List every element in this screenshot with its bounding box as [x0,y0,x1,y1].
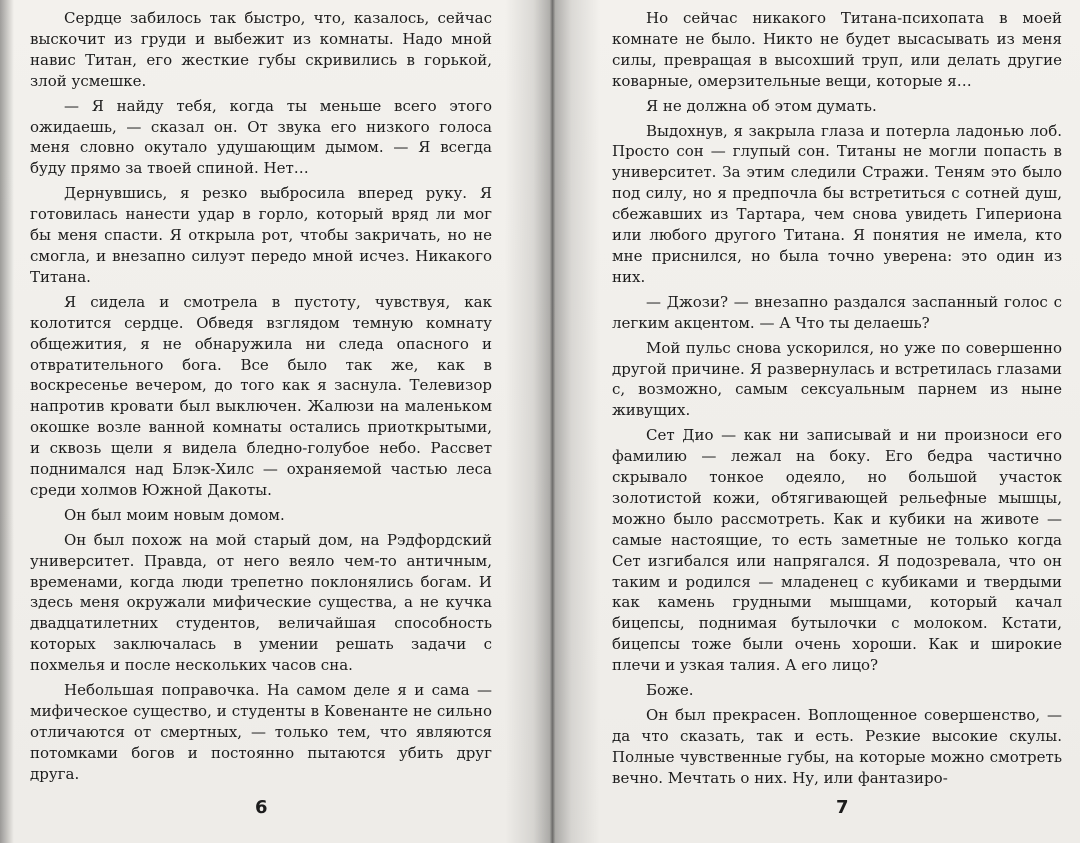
paragraph: Сердце забилось так быстро, что, казалось, сейчас выскочит из груди и выбежит из комнаты. Надо мной навис Титан, его жесткие губы скривились в горькой, злой усмешке. [30,9,492,90]
paragraph: Он был прекрасен. Воплощенное совершенство, — да что сказать, так и есть. Резкие высокие скулы. Полные чувственные губы, на которые можно смотреть вечно. Мечтать о них. Ну, или фантазиро- [612,706,1062,787]
left-page-text [30,8,492,785]
paragraph: Он был моим новым домом. [64,505,285,524]
book-gutter [505,0,600,843]
paragraph: Выдохнув, я закрыла глаза и потерла ладонью лоб. Просто сон — глупый сон. Титаны не могли попасть в университет. За этим следили Стражи. Теням это было под силу, но я предпочла бы встретиться с сотней душ, сбежавших из Тартара, чем снова увидеть Гипериона или любого другого Титана. Я понятия не имела, кто мне приснился, но была точно уверена: это один из них. [612,121,1062,286]
paragraph: Но сейчас никакого Титана-психопата в моей комнате не было. Никто не будет высасывать из меня силы, превращая в высохший труп, или делать другие коварные, омерзительные вещи, которые я… [612,9,1062,90]
paragraph: Дернувшись, я резко выбросила вперед руку. Я готовилась нанести удар в горло, который вряд ли мог бы меня спасти. Я открыла рот, чтобы закричать, но не смогла, и внезапно силуэт передо мной исчез. Никакого Титана. [30,184,492,286]
page-number: 6 [255,797,268,818]
paragraph: Мой пульс снова ускорился, но уже по совершенно другой причине. Я развернулась и встретилась глазами с, возможно, самым сексуальным парнем из ныне живущих. [612,338,1062,420]
right-page-text [612,8,1062,789]
paragraph: Сет Дио — как ни записывай и ни произноси его фамилию — лежал на боку. Его бедра частично скрывало тонкое одеяло, но большой участок золотистой кожи, обтягивающей рельефные мышцы, можно было рассмотреть. Как и кубики на животе — самые настоящие, то есть заметные не только когда Сет изгибался или напрягался. Я подозревала, что он таким и родился — младенец с кубиками и твердыми как камень грудными мышцами, который качал бицепсы, поднимая бутылочки с молоком. Кстати, бицепсы тоже были очень хороши. Как и широкие плечи и узкая талия. А его лицо? [612,426,1062,675]
paragraph: Я сидела и смотрела в пустоту, чувствуя, как колотится сердце. Обведя взглядом темную комнату общежития, я не обнаружила ни следа опасного и отвратительного бога. Все было так же, как в воскресенье вечером, до того как я заснула. Телевизор напротив кровати был выключен. Жалюзи на маленьком окошке возле ванной комнаты остались приоткрытыми, и сквозь щели я видела бледно-голубое небо. Рассвет поднимался над Блэк-Хилс — охраняемой частью леса среди холмов Южной Дакоты. [30,292,492,499]
paragraph: — Джози? — внезапно раздался заспанный голос с легким акцентом. — А Что ты делаешь? [612,292,1062,332]
page-number: 7 [836,797,849,818]
paragraph: Боже. [646,681,694,700]
page-edge-shadow [0,0,14,843]
paragraph: — Я найду тебя, когда ты меньше всего этого ожидаешь, — сказал он. От звука его низкого голоса меня словно окутало удушающим дымом. — Я всегда буду прямо за твоей спиной. Нет… [30,96,492,178]
paragraph: Я не должна об этом думать. [646,96,877,115]
paragraph: Он был похож на мой старый дом, на Рэдфордский университет. Правда, от него веяло чем-то античным, временами, когда люди трепетно поклонялись богам. И здесь меня окружали мифические существа, а не кучка двадцатилетних студентов, величайшая способность которых заключалась в умении решать задачи с похмелья и после нескольких часов сна. [30,530,492,675]
paragraph: Небольшая поправочка. На самом деле я и сама — мифическое существо, и студенты в Ковенанте не сильно отличаются от смертных, — только тем, что являются потомками богов и постоянно пытаются убить друг друга. [30,681,492,783]
